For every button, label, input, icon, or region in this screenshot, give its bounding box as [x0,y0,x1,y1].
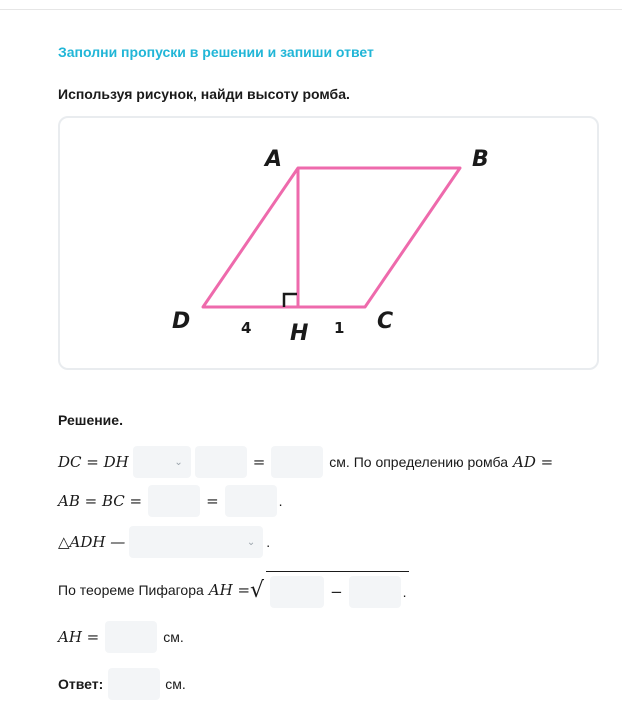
equals-sign: = [206,492,219,510]
period: . [402,583,407,600]
expr-triangle-adh: △ADH — [58,533,126,551]
sqrt-body [266,571,408,608]
label-b: B [472,147,489,172]
top-divider [0,9,622,10]
blank-hyp-squared[interactable] [270,576,324,608]
blank-side-1[interactable] [148,485,200,517]
rhombus-figure [58,116,599,370]
chevron-down-icon: ⌄ [174,456,183,468]
blank-leg-squared[interactable] [349,576,401,608]
sqrt-icon: √ [250,577,265,603]
task-question: Используя рисунок, найди высоту ромба. [58,86,350,102]
solution-line-4 [58,573,409,607]
label-c: C [377,309,394,334]
unit-cm: см. [163,629,184,645]
task-title: Заполни пропуски в решении и запиши ответ [58,44,374,60]
blank-dc-value[interactable] [271,446,323,478]
label-h: H [290,321,309,346]
period: . [266,534,271,550]
operator-select[interactable] [133,446,191,478]
label-d: D [172,309,191,334]
rhombus-diagram [60,118,601,372]
sqrt-expression [250,573,409,608]
rhombus-shape [203,168,460,307]
expr-ad: AD = [512,453,554,471]
expr-ah: AH = [208,581,251,599]
solution-title: Решение. [58,412,123,428]
answer-label: Ответ: [58,676,104,692]
equals-sign: = [252,453,266,471]
triangle-type-select[interactable] [129,526,263,558]
pythagoras-text: По теореме Пифагора [58,582,204,598]
unit-text: см. По определению ромба [329,454,508,470]
segment-hc-length: 1 [334,319,345,337]
answer-input[interactable] [108,668,160,700]
expr-dc-dh: DC = DH [58,453,129,471]
expr-ab-bc: AB = BC = [58,492,143,510]
blank-hc[interactable] [195,446,247,478]
answer-line [58,667,186,701]
blank-ah-value[interactable] [105,621,157,653]
period: . [278,493,283,509]
blank-side-2[interactable] [225,485,277,517]
solution-line-1 [58,445,553,479]
minus-sign: − [330,582,343,601]
answer-unit: см. [165,676,186,692]
label-a: A [265,147,283,172]
right-angle-mark [284,294,297,307]
solution-line-3 [58,525,270,559]
solution-line-2 [58,484,283,518]
expr-ah-result: AH = [58,628,100,646]
segment-dh-length: 4 [241,319,252,337]
solution-line-5 [58,620,184,654]
chevron-down-icon: ⌄ [246,536,256,548]
